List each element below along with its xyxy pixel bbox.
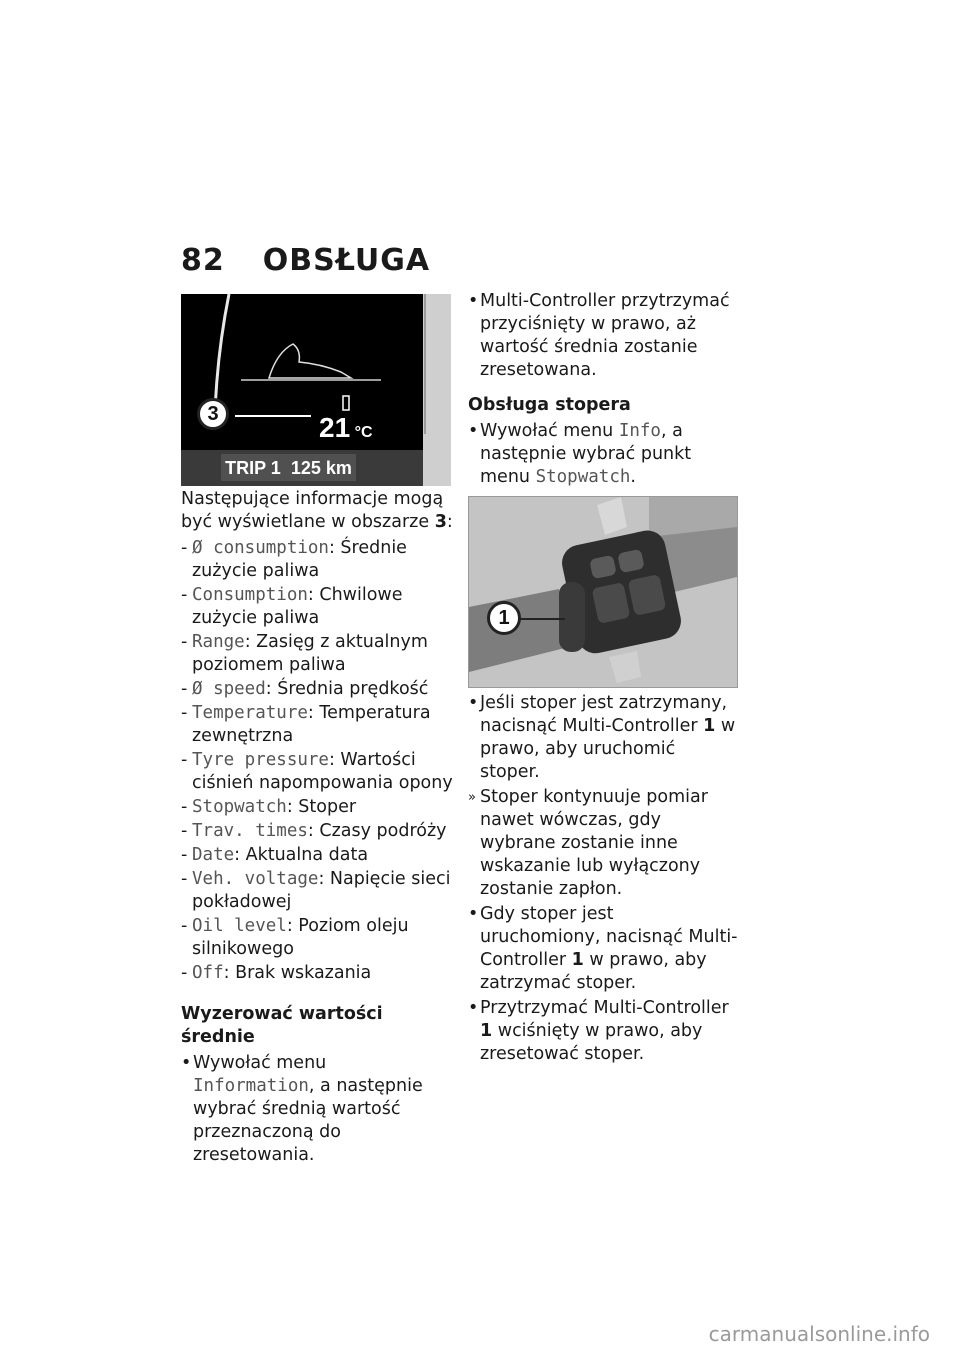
watermark: carmanualsonline.info: [708, 1322, 930, 1346]
list-item: - Ø consumption: Średnie zużycie paliwa: [181, 538, 407, 581]
list-item: - Range: Zasięg z aktualnym poziomem paliwa: [181, 632, 428, 675]
list-item: - Tyre pressure: Wartości ciśnień napompowania opony: [181, 750, 453, 793]
intro-paragraph: [181, 488, 453, 534]
controller-illustration: [469, 497, 737, 687]
list-item: - Trav. times: Czasy podróży: [181, 821, 447, 841]
callout-1: 1: [487, 601, 521, 635]
list-item: - Date: Aktualna data: [181, 845, 369, 865]
start-step: • Jeśli stoper jest zatrzymany, nacisnąć Multi-Controller 1 w prawo, aby uruchomić stoper.: [468, 693, 736, 782]
intro-text-end: :: [446, 512, 453, 532]
stopwatch-step: • Wywołać menu Info, a następnie wybrać punkt menu Stopwatch.: [468, 421, 692, 487]
list-item: - Ø speed: Średnia prędkość: [181, 679, 429, 699]
list-item: - Oil level: Poziom oleju silnikowego: [181, 916, 409, 959]
reset-step: • Wywołać menu Information, a następnie wybrać średnią wartość przeznaczoną do zresetowania.: [181, 1053, 423, 1165]
list-item: - Veh. voltage: Napięcie sieci pokładowej: [181, 869, 451, 912]
right-column: [468, 290, 738, 491]
callout-3: 3: [197, 398, 229, 430]
temperature-unit: °C: [354, 424, 373, 441]
reset-stopwatch-step: • Przytrzymać Multi-Controller 1 wciśnięty w prawo, aby zresetować stoper.: [468, 998, 729, 1064]
display-options-list: [181, 537, 453, 985]
list-item: - Consumption: Chwilowe zużycie paliwa: [181, 585, 403, 628]
right-column-bottom: [468, 692, 738, 1068]
intro-callout-number: 3: [434, 512, 447, 532]
list-item: - Stopwatch: Stoper: [181, 797, 357, 817]
intro-text: Następujące informacje mogą być wyświetlane w obszarze: [181, 489, 444, 532]
page-number: 82: [181, 243, 225, 278]
trip-readout: TRIP 1 125 km: [225, 458, 352, 478]
page-header: [181, 243, 430, 278]
temperature-readout: [319, 412, 373, 444]
hold-step: • Multi-Controller przytrzymać przyciśnięty w prawo, aż wartość średnia zostanie zresetowana.: [468, 291, 730, 380]
stopwatch-heading: Obsługa stopera: [468, 395, 631, 415]
section-title: OBSŁUGA: [262, 243, 431, 278]
reset-heading: Wyzerować wartości średnie: [181, 1004, 383, 1047]
temperature-value: 21: [319, 412, 351, 443]
handlebar-controller-image: [468, 496, 738, 688]
left-column: [181, 488, 453, 1169]
dashboard-display-image: [181, 294, 451, 486]
list-item: - Temperature: Temperatura zewnętrzna: [181, 703, 431, 746]
list-item: - Off: Brak wskazania: [181, 963, 372, 983]
result-note: » Stoper kontynuuje pomiar nawet wówczas, gdy wybrane zostanie inne wskazanie lub wyłączony zostanie zapłon.: [468, 787, 708, 899]
stop-step: • Gdy stoper jest uruchomiony, nacisnąć Multi-Controller 1 w prawo, aby zatrzymać stoper.: [468, 904, 738, 993]
